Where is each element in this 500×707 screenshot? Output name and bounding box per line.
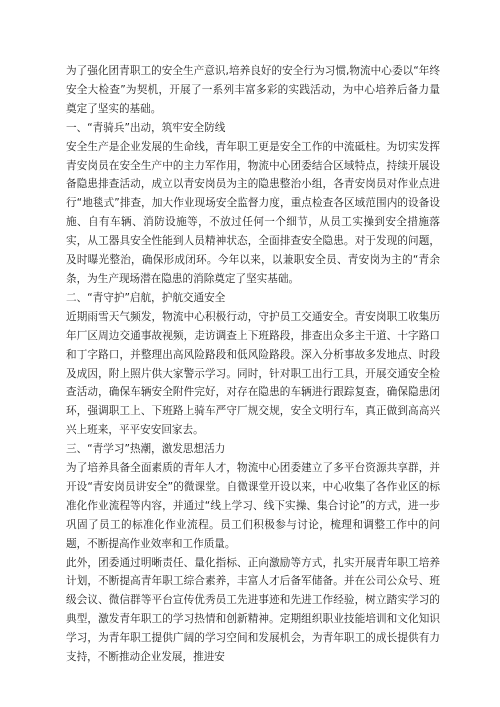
section-3-paragraph-2: 此外，团委通过明晰责任、量化指标、正向激励等方式，扎实开展青年职工培养计划，不断提高青年职工综合素养，丰富人才后备军储备。并在公司公众号、班级会议、微信群等平台宣传优秀员工先进事迹和先进工作经验，树立踏实学习的典型，激发青年职工的学习热情和创新精神。定期组织职业技能培训和文化知识学习，为青年职工提供广阔的学习空间和发展机会，为青年职工的成长提供有力支持，不断推动企业发展，推进安 [66, 556, 440, 664]
section-heading-3: 三、“青学习”热潮，激发思想活力 [66, 443, 226, 456]
section-1-paragraph: 安全生产是企业发展的生命线，青年职工更是安全工作的中流砥柱。为切实发挥青安岗员在安全生产中的主力军作用，物流中心团委结合区域特点，持续开展设备隐患排查活动，成立以青安岗员为主的隐患整治小组，各青安岗员对作业点进行“地毯式”排查，加大作业现场安全监督力度，重点检查各区域范围内的设备设施、自有车辆、消防设施等，不放过任何一个细节，从员工实操到安全措施落实，从工器具安全性能到人员精神状态，全面排查安全隐患。对于发现的问题，及时曝光整治，确保形成闭环。今年以来，以兼职安全员、青安岗为主的“青余条，为生产现场潜在隐患的消除奠定了坚实基础。 [66, 140, 440, 285]
section-heading-1: 一、“青骑兵”出动，筑牢安全防线 [66, 121, 226, 134]
section-3-paragraph-1: 为了培养具备全面素质的青年人才，物流中心团委建立了多平台资源共享群，并开设“青安岗员讲安全”的微课堂。自微课堂开设以来，中心收集了各作业区的标准化作业流程等内容，并通过“线上学习、线下实操、集合讨论”的方式，进一步巩固了员工的标准化作业流程。员工们积极参与讨论，梳理和调整工作中的问题，不断提高作业效率和工作质量。 [66, 462, 440, 550]
section-2-paragraph: 近期雨雪天气频发，物流中心积极行动，守护员工交通安全。青安岗职工收集历年厂区周边交通事故视频，走访调查上下班路段，排查出众多主干道、十字路口和丁字路口，并整理出高风险路段和低风险路段。深入分析事故多发地点、时段及成因，附上照片供大家警示学习。同时，针对职工出行工具，开展交通安全检查活动，确保车辆安全附件完好，对存在隐患的车辆进行跟踪复查，确保隐患闭环，强调职工上、下班路上骑车严守厂规交规，安全文明行车，真正做到高高兴兴上班来，平平安安回家去。 [66, 310, 440, 437]
section-heading-2: 二、“青守护”启航，护航交通安全 [66, 291, 226, 304]
intro-paragraph: 为了强化团青职工的安全生产意识,培养良好的安全行为习惯,物流中心委以“年终安全大检查”为契机，开展了一系列丰富多彩的实践活动，为中心培养后备力量奠定了坚实的基础。 [66, 65, 440, 115]
document-page [66, 62, 440, 667]
